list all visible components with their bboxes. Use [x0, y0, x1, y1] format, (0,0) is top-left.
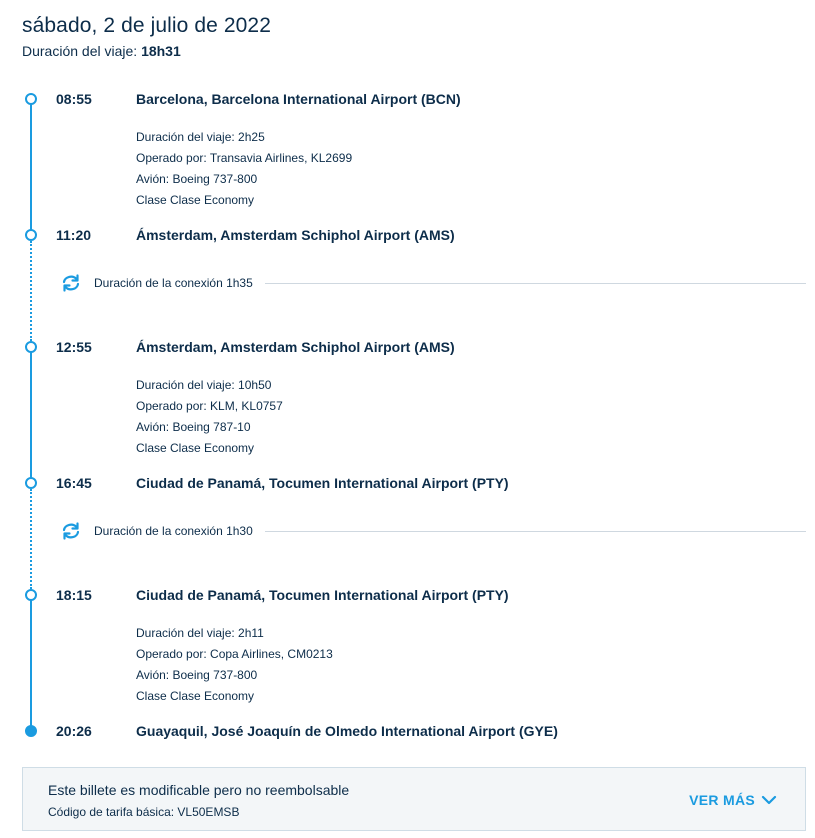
departure-node	[25, 341, 37, 353]
connection-line	[30, 241, 32, 341]
arrival-time: 16:45	[56, 475, 92, 491]
arrival-node	[25, 477, 37, 489]
departure-time: 08:55	[56, 91, 92, 107]
fare-conditions-box	[22, 767, 806, 831]
connection-refresh-icon	[60, 272, 82, 294]
connection-row	[60, 271, 806, 295]
flight-operator: Operado por: Copa Airlines, CM0213	[136, 647, 333, 661]
departure-node	[25, 93, 37, 105]
flight-duration: Duración del viaje: 2h11	[136, 626, 264, 640]
connection-duration: Duración de la conexión 1h30	[94, 524, 253, 538]
departure-node	[25, 589, 37, 601]
final-arrival-node	[25, 725, 37, 737]
fare-conditions-title: Este billete es modificable pero no reembolsable	[48, 782, 350, 798]
trip-duration-label: Duración del viaje:	[22, 43, 138, 59]
flight-aircraft: Avión: Boeing 737-800	[136, 668, 258, 682]
departure-time: 18:15	[56, 587, 92, 603]
chevron-down-icon	[761, 795, 777, 805]
connection-row	[60, 519, 806, 543]
connection-refresh-icon	[60, 520, 82, 542]
flight-cabin: Clase Clase Economy	[136, 193, 255, 207]
arrival-airport: Guayaquil, José Joaquín de Olmedo International Airport (GYE)	[136, 723, 558, 739]
flight-aircraft: Avión: Boeing 737-800	[136, 172, 258, 186]
flight-duration: Duración del viaje: 2h25	[136, 130, 265, 144]
connection-line	[30, 489, 32, 589]
ver-mas-label: VER MÁS	[689, 792, 755, 808]
departure-time: 12:55	[56, 339, 92, 355]
departure-airport: Barcelona, Barcelona International Airport (BCN)	[136, 91, 461, 107]
segment-details	[136, 623, 333, 707]
trip-duration-value: 18h31	[141, 43, 181, 59]
arrival-node	[25, 229, 37, 241]
arrival-time: 11:20	[56, 227, 92, 243]
connection-divider	[265, 283, 806, 284]
arrival-time: 20:26	[56, 723, 92, 739]
segment-line	[30, 352, 32, 478]
flight-operator: Operado por: Transavia Airlines, KL2699	[136, 151, 353, 165]
flight-cabin: Clase Clase Economy	[136, 441, 255, 455]
segment-line	[30, 600, 32, 726]
departure-airport: Ámsterdam, Amsterdam Schiphol Airport (AMS)	[136, 339, 455, 355]
segment-details	[136, 127, 352, 211]
date-title: sábado, 2 de julio de 2022	[22, 14, 271, 37]
flight-cabin: Clase Clase Economy	[136, 689, 255, 703]
ver-mas-button[interactable]	[689, 792, 777, 808]
arrival-airport: Ámsterdam, Amsterdam Schiphol Airport (AMS)	[136, 227, 455, 243]
fare-basis-code: Código de tarifa básica: VL50EMSB	[48, 805, 240, 819]
arrival-airport: Ciudad de Panamá, Tocumen International Airport (PTY)	[136, 475, 509, 491]
connection-duration: Duración de la conexión 1h35	[94, 276, 253, 290]
segment-details	[136, 375, 283, 459]
segment-line	[30, 104, 32, 230]
connection-divider	[265, 531, 806, 532]
departure-airport: Ciudad de Panamá, Tocumen International Airport (PTY)	[136, 587, 509, 603]
flight-operator: Operado por: KLM, KL0757	[136, 399, 283, 413]
flight-duration: Duración del viaje: 10h50	[136, 378, 272, 392]
flight-aircraft: Avión: Boeing 787-10	[136, 420, 251, 434]
